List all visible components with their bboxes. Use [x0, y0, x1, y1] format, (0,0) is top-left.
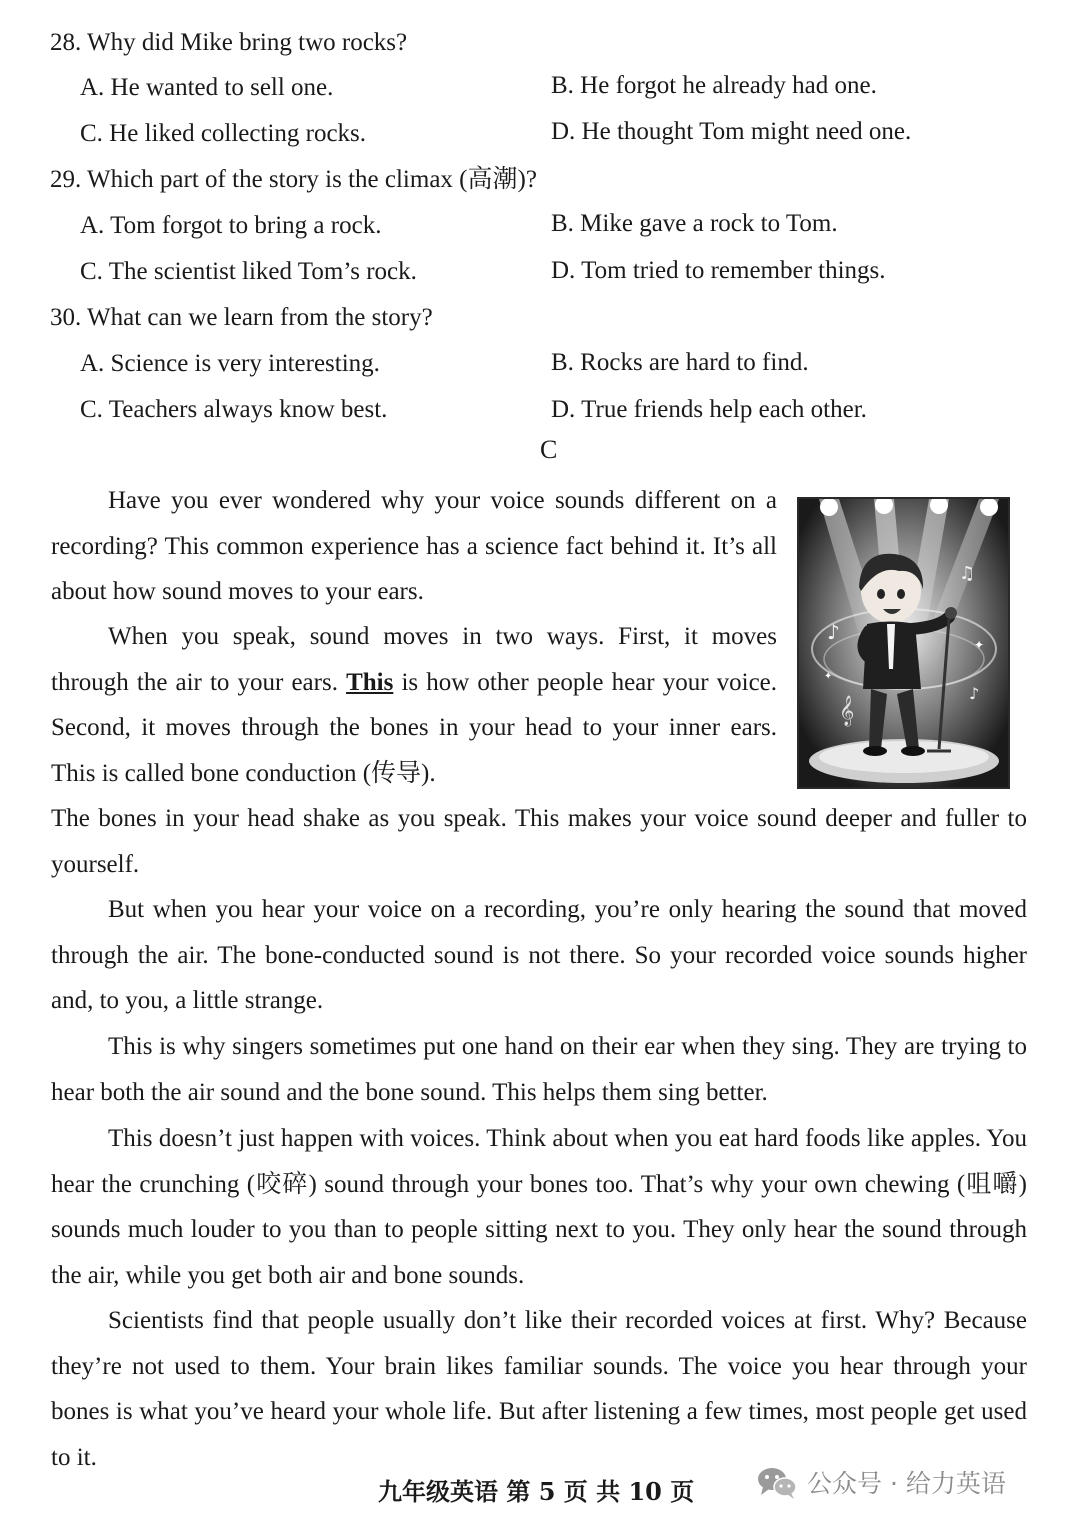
question-30-stem: 30. What can we learn from the story?: [50, 304, 433, 331]
watermark: [757, 1465, 1006, 1501]
passage-paragraph-1: Have you ever wondered why your voice sounds different on a recording? This common experience has a science fact behind it. It’s all about how sound moves to your ears.: [51, 487, 777, 606]
section-heading: C: [540, 435, 558, 464]
paragraph-2-text-after: is how other people hear your voice. Second, it moves through the bones in your head to your inner ears. This is called bone conduction (传导).: [51, 668, 778, 787]
svg-text:𝄞: 𝄞: [839, 696, 855, 726]
passage-paragraph-2: [51, 614, 777, 796]
watermark-text: 公众号 · 给力英语: [807, 1468, 1006, 1498]
q28-option-b: B. He forgot he already had one.: [551, 72, 877, 99]
wechat-icon: [757, 1465, 797, 1501]
svg-text:♫: ♫: [959, 563, 976, 584]
svg-text:✦: ✦: [974, 638, 985, 652]
underlined-word-this: This: [346, 668, 394, 696]
q29-option-a: A. Tom forgot to bring a rock.: [80, 212, 382, 239]
question-29-stem: 29. Which part of the story is the climax (高潮)?: [50, 166, 537, 193]
singer-on-stage-illustration: [797, 497, 1010, 789]
paragraph-2-text-before: When you speak, sound moves in two ways. First, it moves through the air to your ears.: [51, 623, 777, 696]
q29-option-c: C. The scientist liked Tom’s rock.: [80, 258, 417, 285]
q30-option-c: C. Teachers always know best.: [80, 396, 388, 423]
q29-option-b: B. Mike gave a rock to Tom.: [551, 210, 838, 237]
svg-text:♪: ♪: [827, 620, 840, 644]
svg-text:♪: ♪: [969, 684, 980, 703]
passage-paragraph-2-continued: The bones in your head shake as you speak. This makes your voice sound deeper and fuller to yourself.: [51, 805, 1027, 878]
q30-option-a: A. Science is very interesting.: [80, 350, 380, 377]
passage-paragraph-6: Scientists find that people usually don’t like their recorded voices at first. Why? Because they’re not used to them. Your brain likes familiar sounds. The voice you hear through your bones is what you’ve heard your whole life. But after listening a few times, most people get used to it.: [51, 1307, 1027, 1471]
page-footer: 九年级英语 第 5 页 共 10 页: [378, 1477, 695, 1506]
q30-option-d: D. True friends help each other.: [551, 396, 867, 423]
q30-option-b: B. Rocks are hard to find.: [551, 349, 809, 376]
passage-paragraph-3: But when you hear your voice on a recording, you’re only hearing the sound that moved through the air. The bone-conducted sound is not there. So your recorded voice sounds higher and, to you, a little strange.: [51, 896, 1027, 1015]
passage-paragraph-5: This doesn’t just happen with voices. Think about when you eat hard foods like apples. You hear the crunching (咬碎) sound through your bones too. That’s why your own chewing (咀嚼) sounds much louder to you than to people sitting next to you. They only hear the sound through the air, while you get both air and bone sounds.: [51, 1125, 1027, 1289]
passage-paragraph-4: This is why singers sometimes put one hand on their ear when they sing. They are trying to hear both the air sound and the bone sound. This helps them sing better.: [51, 1033, 1027, 1106]
q28-option-c: C. He liked collecting rocks.: [80, 120, 367, 147]
question-28-stem: 28. Why did Mike bring two rocks?: [50, 29, 408, 56]
q29-option-d: D. Tom tried to remember things.: [551, 257, 886, 284]
q28-option-d: D. He thought Tom might need one.: [551, 118, 912, 145]
q28-option-a: A. He wanted to sell one.: [80, 74, 334, 101]
svg-text:✦: ✦: [824, 671, 833, 682]
